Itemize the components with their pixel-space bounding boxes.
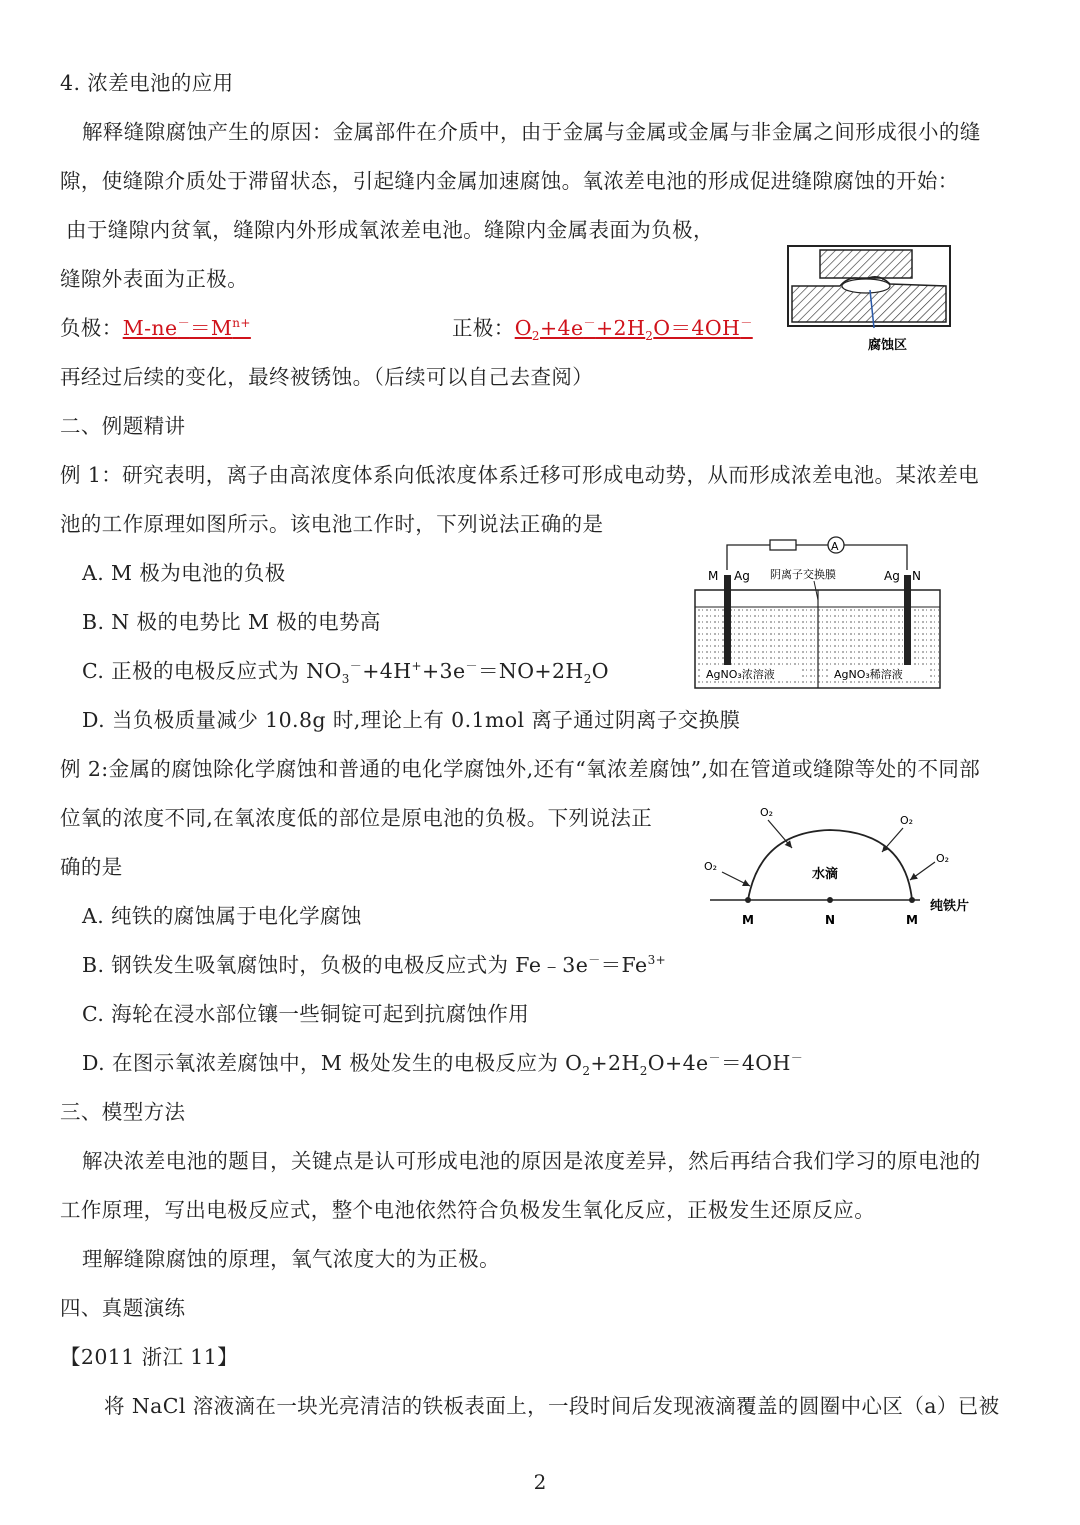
paragraph: 解释缝隙腐蚀产生的原因：金属部件在介质中，由于金属与金属或金属与非金属之间形成很小的缝 xyxy=(82,120,981,144)
iron-plate-label: 纯铁片 xyxy=(930,899,970,914)
question-stem: 例 2:金属的腐蚀除化学腐蚀和普通的电化学腐蚀外,还有“氧浓差腐蚀”,如在管道或缝隙等处的不同部 xyxy=(60,757,981,781)
electrode-label: M xyxy=(708,569,719,583)
oxygen-label: O₂ xyxy=(760,806,774,819)
electrode-label: Ag xyxy=(884,569,900,583)
oxygen-label: O₂ xyxy=(900,814,914,827)
paragraph: 由于缝隙内贫氧，缝隙内外形成氧浓差电池。缝隙内金属表面为负极， xyxy=(66,218,714,242)
paragraph: 缝隙外表面为正极。 xyxy=(60,267,249,291)
question-stem: 位氧的浓度不同,在氧浓度低的部位是原电池的负极。下列说法正 xyxy=(60,806,653,830)
question-stem: 确的是 xyxy=(60,855,123,879)
membrane-label: 阴离子交换膜 xyxy=(770,568,836,581)
paragraph: 解决浓差电池的题目，关键点是认可形成电池的原因是浓度差异，然后再结合我们学习的原电池的 xyxy=(82,1149,981,1173)
drop-label: 水滴 xyxy=(812,867,839,882)
section-title: 4. 浓差电池的应用 xyxy=(60,71,234,95)
electrode-label: Ag xyxy=(734,569,750,583)
option-c: C. 海轮在浸水部位镶一些铜锭可起到抗腐蚀作用 xyxy=(82,1002,530,1026)
point-label: N xyxy=(825,913,836,927)
positive-electrode xyxy=(452,313,753,343)
positive-equation: $O_2+4e^-+2H_2O=4OH^-$ xyxy=(514,316,753,344)
section-title: 四、真题演练 xyxy=(60,1296,186,1320)
option-a: A. 纯铁的腐蚀属于电化学腐蚀 xyxy=(82,904,362,928)
solution-label: AgNO₃稀溶液 xyxy=(834,668,903,681)
section-title: 三、模型方法 xyxy=(60,1100,186,1124)
paragraph: 工作原理，写出电极反应式，整个电池依然符合负极发生氧化反应，正极发生还原反应。 xyxy=(60,1198,876,1222)
section-title: 二、例题精讲 xyxy=(60,414,186,438)
water-drop-figure xyxy=(700,800,990,935)
option-a: A. M 极为电池的负极 xyxy=(82,561,286,585)
option-d: D. 当负极质量减少 10.8g 时,理论上有 0.1mol 离子通过阴离子交换膜 xyxy=(82,708,741,732)
paragraph: 理解缝隙腐蚀的原理，氧气浓度大的为正极。 xyxy=(82,1247,500,1271)
oxygen-label: O₂ xyxy=(704,860,718,873)
label: 负极： xyxy=(60,316,123,340)
page-number: 2 xyxy=(533,1470,547,1494)
point-label: M xyxy=(742,913,754,927)
exam-tag: 【2011 浙江 11】 xyxy=(60,1345,239,1369)
question-stem: 例 1：研究表明，离子由高浓度体系向低浓度体系迁移可形成电动势，从而形成浓差电池。某浓差电 xyxy=(60,463,980,487)
paragraph: 隙，使缝隙介质处于滞留状态，引起缝内金属加速腐蚀。氧浓差电池的形成促进缝隙腐蚀的开始： xyxy=(60,169,959,193)
crevice-corrosion-figure xyxy=(784,242,954,357)
option-b: B. 钢铁发生吸氧腐蚀时，负极的电极反应式为 $Fe﹣3e^-=Fe^{3+}$ xyxy=(82,953,667,977)
concentration-cell-figure xyxy=(690,535,945,695)
figure-label: 腐蚀区 xyxy=(868,338,908,353)
negative-electrode xyxy=(60,313,251,343)
option-d: D. 在图示氧浓差腐蚀中，M 极处发生的电极反应为 $O_2+2H_2O+4e^-=4OH^-$ xyxy=(82,1051,804,1079)
oxygen-label: O₂ xyxy=(936,852,950,865)
option-b: B. N 极的电势比 M 极的电势高 xyxy=(82,610,381,634)
electrode-label: N xyxy=(912,569,921,583)
ammeter-label: A xyxy=(831,540,839,553)
solution-label: AgNO₃浓溶液 xyxy=(706,668,775,681)
question-stem: 池的工作原理如图所示。该电池工作时，下列说法正确的是 xyxy=(60,512,604,536)
paragraph: 再经过后续的变化，最终被锈蚀。（后续可以自己去查阅） xyxy=(60,365,594,389)
paragraph: 将 NaCl 溶液滴在一块光亮清洁的铁板表面上，一段时间后发现液滴覆盖的圆圈中心区（a）已被 xyxy=(104,1394,1000,1418)
option-c: C. 正极的电极反应式为 $NO_3^-+4H^++3e^-=NO+2H_2O$ xyxy=(82,659,609,687)
point-label: M xyxy=(906,913,918,927)
label: 正极： xyxy=(452,316,515,340)
negative-equation: $M-ne^-=M^{n+}$ xyxy=(122,316,251,340)
